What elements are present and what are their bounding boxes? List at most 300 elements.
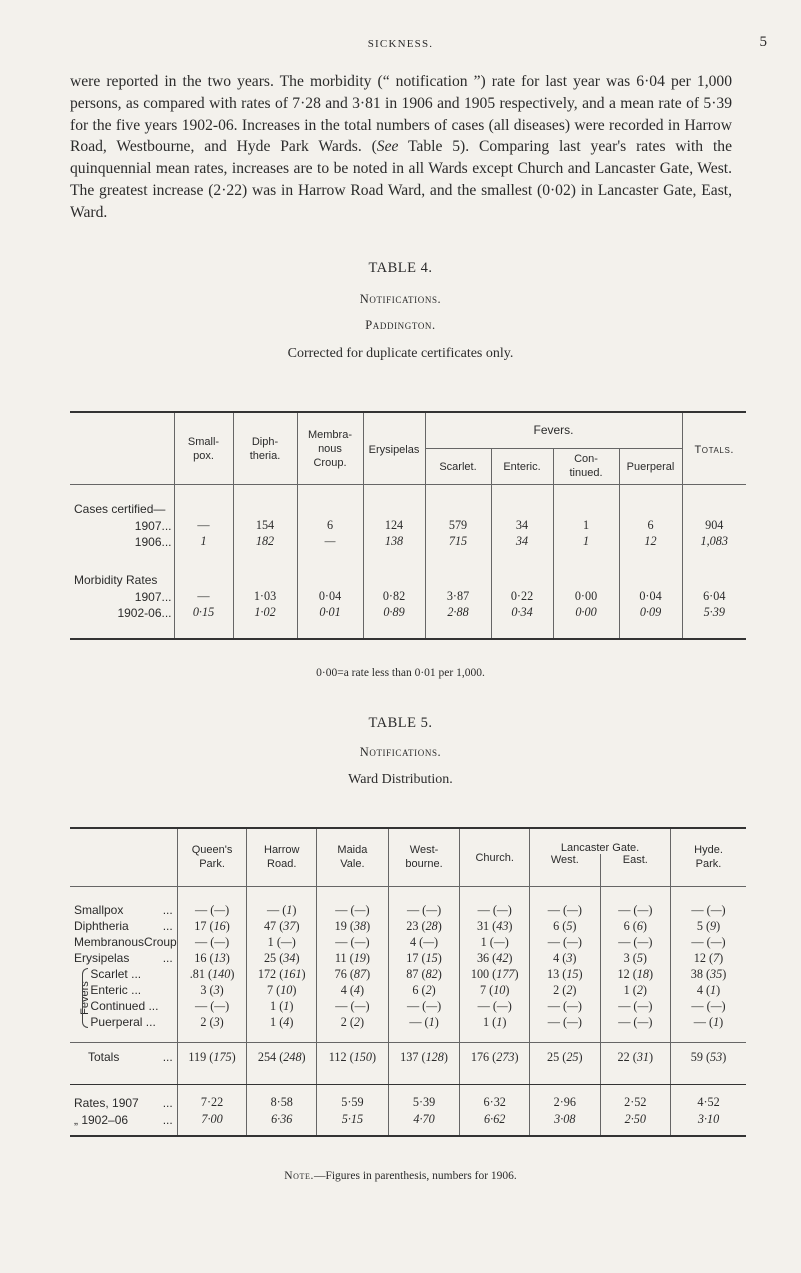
- count-1907: —: [547, 902, 560, 917]
- count-1907: —: [547, 998, 560, 1013]
- t5-cell: 31 (43): [460, 918, 530, 934]
- count-1907: —: [547, 934, 560, 949]
- count-1907: 254: [257, 1049, 277, 1064]
- count-1906: —: [710, 998, 722, 1013]
- table-row: [70, 534, 746, 550]
- count-1906: 37: [283, 918, 296, 933]
- t5-head-west: West.: [550, 854, 579, 867]
- count-1907: 76: [334, 966, 347, 981]
- t5-cell: — (—): [317, 934, 389, 950]
- leader-dots: ...: [162, 1050, 173, 1065]
- t5-head-hyde-park: Hyde. Park.: [671, 828, 746, 886]
- count-1906: 4: [283, 1014, 290, 1029]
- t5-rate-cell: 2·96: [530, 1094, 600, 1111]
- count-1906: 128: [425, 1049, 444, 1064]
- t4-cell: —: [174, 589, 233, 605]
- t5-cell: — (—): [460, 902, 530, 918]
- count-1907: 19: [334, 918, 347, 933]
- body-paragraph: [70, 71, 732, 224]
- t5-rate-cell: 6·32: [460, 1094, 530, 1111]
- count-1907: 2: [553, 982, 560, 997]
- t4-cell: 2·88: [425, 605, 491, 621]
- leader-dots: ...: [127, 967, 142, 981]
- t4-cell: —: [297, 534, 363, 550]
- count-1906: —: [493, 934, 505, 949]
- t5-cell: 1 (4): [247, 1014, 317, 1030]
- table5: [70, 827, 746, 1137]
- count-1907: 22: [617, 1049, 630, 1064]
- count-1907: 12: [617, 966, 630, 981]
- t5-cell: — (1): [388, 1014, 460, 1030]
- t5-cell: 76 (87): [317, 966, 389, 982]
- count-1906: 1: [710, 982, 717, 997]
- count-1907: 47: [263, 918, 277, 933]
- t5-cell: — (—): [600, 934, 670, 950]
- count-1906: 43: [496, 918, 509, 933]
- count-1907: —: [691, 902, 704, 917]
- count-1907: 4: [340, 982, 347, 997]
- count-1906: —: [567, 902, 578, 917]
- table4-footnote: 0·00=a rate less than 0·01 per 1,000.: [316, 667, 485, 679]
- t4-head-smallpox: Small-pox.: [174, 412, 233, 484]
- count-1907: —: [693, 1014, 706, 1029]
- t5-cell: 4 (3): [530, 950, 600, 966]
- table4-subtitle: Notifications.: [359, 292, 442, 306]
- count-1907: —: [194, 998, 208, 1013]
- t4-cell: 1: [174, 534, 233, 550]
- count-1907: 59: [690, 1049, 703, 1064]
- t5-cell: 119 (175): [177, 1042, 247, 1072]
- t5-cell: — (—): [317, 998, 389, 1014]
- count-1907: 16: [194, 950, 207, 965]
- table-row: [70, 966, 746, 982]
- count-1907: .81: [189, 966, 205, 981]
- t5-cell: 2 (3): [177, 1014, 247, 1030]
- count-1907: —: [547, 1014, 560, 1029]
- t4-cell: 3·87: [425, 589, 491, 605]
- count-1906: 87: [353, 966, 367, 981]
- count-1906: —: [354, 998, 366, 1013]
- t5-cell: 16 (13): [177, 950, 247, 966]
- table5-qualifier: Ward Distribution.: [348, 772, 453, 787]
- count-1907: —: [335, 902, 348, 917]
- table-row: [70, 998, 746, 1014]
- count-1906: —: [354, 934, 366, 949]
- t5-cell: 1 (1): [460, 1014, 530, 1030]
- count-1906: —: [496, 998, 508, 1013]
- t5-head-harrow-road: Harrow Road.: [247, 828, 317, 886]
- rates-row: [70, 1111, 746, 1128]
- t5-cell: — (—): [177, 934, 247, 950]
- table5-subtitle: Notifications.: [359, 745, 442, 759]
- t4-cell: 138: [363, 534, 425, 550]
- count-1907: 11: [334, 950, 347, 965]
- table-row: [70, 950, 746, 966]
- t5-cell: — (—): [177, 998, 247, 1014]
- t4-cell: 0·00: [553, 589, 619, 605]
- t5-cell: 47 (37): [247, 918, 317, 934]
- t4-head-scarlet: Scarlet.: [425, 448, 491, 484]
- table-row: [70, 1014, 746, 1030]
- count-1907: —: [618, 902, 631, 917]
- paragraph-run: Table 5). Comparing last year's rates with the quinquennial mean rates, increases are to be noted in all Wards except Church and Lancaster Gate, West. The greatest increase (2·22) was in Harrow Road Ward, and the smallest (0·02) in Lancaster Gate, East, Ward.: [70, 138, 732, 221]
- count-1906: 150: [353, 1049, 372, 1064]
- t5-cell: 254 (248): [247, 1042, 317, 1072]
- t5-cell: — (—): [530, 1014, 600, 1030]
- count-1907: —: [335, 934, 348, 949]
- paragraph-run: See: [376, 138, 399, 156]
- count-1907: 87: [406, 966, 419, 981]
- t5-cell: 4 (1): [671, 982, 746, 998]
- t5-cell: — (—): [600, 902, 670, 918]
- count-1907: —: [406, 902, 420, 917]
- count-1906: —: [214, 902, 226, 917]
- paragraph-run: were reported in the two years. The morbidity (“ notification ”) rate for last year was 6·04 per 1,000 persons, as compared with rates of 7·28 and 3·81 in 1906 and 1905 respectively, and a mean rate of 5·39 for the five years 1902-06. Increases in the total numbers of cases (all diseases) were recorded in Harrow Road, Westbourne, and Hyde Park Wards. (: [70, 73, 732, 156]
- t5-cell: .81 (140): [177, 966, 247, 982]
- count-1906: 2: [636, 982, 643, 997]
- count-1906: 13: [213, 950, 226, 965]
- t5-cell: — (—): [177, 902, 247, 918]
- t4-cell: 0·89: [363, 605, 425, 621]
- t5-row-label: Scarlet: [90, 967, 128, 981]
- count-1906: —: [214, 934, 226, 949]
- count-1906: —: [567, 934, 578, 949]
- t4-cell: 904: [682, 518, 746, 534]
- count-1906: 5: [636, 950, 643, 965]
- t5-cell: 4 (—): [388, 934, 460, 950]
- t4-cell: 1·02: [233, 605, 297, 621]
- count-1906: —: [637, 902, 649, 917]
- t5-row-label: Smallpox: [74, 903, 124, 917]
- count-1907: 6: [412, 982, 419, 997]
- count-1906: 35: [710, 966, 723, 981]
- count-1907: 3: [623, 950, 630, 965]
- count-1906: 34: [283, 950, 296, 965]
- t5-cell: 1 (2): [600, 982, 670, 998]
- count-1906: 6: [636, 918, 643, 933]
- t5-rates-label: „ 1902–06: [74, 1112, 129, 1127]
- t4-cell: 715: [425, 534, 491, 550]
- t5-rate-cell: 3·10: [671, 1111, 746, 1128]
- count-1906: —: [426, 998, 438, 1013]
- t5-cell: 25 (25): [530, 1042, 600, 1072]
- t5-cell: 112 (150): [317, 1042, 389, 1072]
- count-1906: —: [567, 1014, 578, 1029]
- t4-cell: 5·39: [682, 605, 746, 621]
- count-1906: 10: [493, 982, 506, 997]
- count-1906: —: [710, 934, 722, 949]
- t5-cell: 11 (19): [317, 950, 389, 966]
- t5-rate-cell: 5·59: [317, 1094, 389, 1111]
- t4-cell: 6: [619, 518, 682, 534]
- t4-cell: 182: [233, 534, 297, 550]
- t5-cell: 3 (3): [177, 982, 247, 998]
- t5-cell: 59 (53): [671, 1042, 746, 1072]
- count-1906: 10: [280, 982, 293, 997]
- t4-cell: 34: [491, 534, 553, 550]
- t5-cell: — (—): [460, 998, 530, 1014]
- table-row: [70, 605, 746, 621]
- count-1907: 17: [194, 918, 207, 933]
- t5-row-label: Continued: [90, 999, 146, 1013]
- t5-cell: 13 (15): [530, 966, 600, 982]
- count-1907: —: [618, 1014, 631, 1029]
- count-1907: 25: [547, 1049, 560, 1064]
- t4-cell: 0·04: [297, 589, 363, 605]
- count-1907: —: [409, 1014, 422, 1029]
- count-1906: —: [280, 934, 292, 949]
- t5-row-label: Enteric: [90, 983, 128, 997]
- t4-cell: 1·03: [233, 589, 297, 605]
- t4-cell: 0·01: [297, 605, 363, 621]
- count-1906: —: [426, 902, 438, 917]
- count-1906: 7: [713, 950, 720, 965]
- count-1907: 2: [340, 1014, 347, 1029]
- t5-cell: 137 (128): [388, 1042, 460, 1072]
- t5-rate-cell: 7·00: [177, 1111, 247, 1128]
- count-1907: 6: [623, 918, 630, 933]
- count-1906: 3: [213, 1014, 220, 1029]
- count-1907: 1: [270, 1014, 277, 1029]
- t5-cell: 7 (10): [460, 982, 530, 998]
- t5-cell: 6 (5): [530, 918, 600, 934]
- rates-row: [70, 1094, 746, 1111]
- table4: [70, 411, 746, 640]
- count-1907: 6: [553, 918, 560, 933]
- t5-cell: 6 (6): [600, 918, 670, 934]
- count-1906: —: [214, 998, 226, 1013]
- count-1907: 5: [696, 918, 703, 933]
- t4-cell: 1,083: [682, 534, 746, 550]
- count-1906: —: [496, 902, 508, 917]
- t5-cell: 25 (34): [247, 950, 317, 966]
- count-1906: 9: [710, 918, 717, 933]
- t5-row-label: Puerperal: [90, 1015, 143, 1029]
- count-1907: 112: [328, 1049, 347, 1064]
- count-1906: 53: [710, 1049, 723, 1064]
- leader-dots: ...: [162, 1095, 173, 1110]
- count-1907: 1: [483, 1014, 490, 1029]
- t5-cell: 5 (9): [671, 918, 746, 934]
- t5-rate-cell: 6·36: [247, 1111, 317, 1128]
- t5-cell: — (—): [600, 1014, 670, 1030]
- t5-row-label: Diphtheria: [74, 919, 129, 933]
- count-1907: 2: [200, 1014, 207, 1029]
- leader-dots: ...: [145, 999, 159, 1013]
- count-1906: 25: [566, 1049, 579, 1064]
- leader-dots: ...: [162, 919, 173, 933]
- count-1906: 4: [353, 982, 361, 997]
- t5-cell: 12 (18): [600, 966, 670, 982]
- t4-cell: 34: [491, 518, 553, 534]
- t5-head-maida-vale: Maida Vale.: [317, 828, 389, 886]
- count-1907: 1: [270, 998, 277, 1013]
- t5-cell: — (—): [530, 934, 600, 950]
- count-1907: —: [691, 998, 704, 1013]
- count-1906: 2: [353, 1014, 361, 1029]
- t5-cell: — (—): [388, 998, 460, 1014]
- page-header: [0, 30, 801, 50]
- count-1906: 16: [213, 918, 226, 933]
- t5-cell: 1 (1): [247, 998, 317, 1014]
- table4-district: Paddington.: [365, 318, 436, 332]
- t4-row-label: 1907...: [134, 518, 172, 533]
- table-row: [70, 934, 746, 950]
- count-1906: 5: [566, 918, 573, 933]
- t5-cell: 1 (—): [247, 934, 317, 950]
- t5-cell: 12 (7): [671, 950, 746, 966]
- t4-cell: 0·22: [491, 589, 553, 605]
- count-1906: —: [637, 934, 649, 949]
- t4-head-erysipelas: Erysipelas: [363, 412, 425, 484]
- t5-head-westbourne: West-bourne.: [388, 828, 460, 886]
- count-1907: 13: [547, 966, 560, 981]
- t4-cell: 1: [553, 518, 619, 534]
- running-title: SICKNESS.: [367, 38, 434, 50]
- count-1907: —: [618, 998, 631, 1013]
- t5-cell: 2 (2): [317, 1014, 389, 1030]
- t4-row-label: 1906...: [134, 534, 172, 549]
- t4-head-totals: Totals.: [682, 412, 746, 484]
- t4-cell: —: [174, 518, 233, 534]
- t4-head-puerperal: Puerperal: [619, 448, 682, 484]
- t5-cell: 1 (—): [460, 934, 530, 950]
- t5-cell: — (—): [600, 998, 670, 1014]
- t5-row-label: MembranousCroup: [74, 935, 177, 949]
- t5-cell: 19 (38): [317, 918, 389, 934]
- count-1907: 4: [696, 982, 703, 997]
- t5-cell: 6 (2): [388, 982, 460, 998]
- t5-head-queens-park: Queen's Park.: [177, 828, 247, 886]
- leader-dots: ...: [127, 983, 142, 997]
- count-1907: 12: [693, 950, 706, 965]
- count-1906: 273: [496, 1049, 515, 1064]
- t4-cell: 0·09: [619, 605, 682, 621]
- count-1907: 1: [267, 934, 274, 949]
- count-1906: 82: [425, 966, 438, 981]
- t5-cell: — (1): [671, 1014, 746, 1030]
- count-1907: 7: [479, 982, 487, 997]
- count-1907: 4: [553, 950, 560, 965]
- count-1906: —: [354, 902, 366, 917]
- t5-rate-cell: 4·52: [671, 1094, 746, 1111]
- t4-cell: 124: [363, 518, 425, 534]
- count-1907: 172: [257, 966, 277, 981]
- count-1906: —: [637, 998, 649, 1013]
- t5-cell: 36 (42): [460, 950, 530, 966]
- count-1906: 2: [566, 982, 573, 997]
- count-1906: —: [567, 998, 578, 1013]
- t5-cell: 172 (161): [247, 966, 317, 982]
- count-1907: 137: [400, 1049, 419, 1064]
- table5-title: TABLE 5.: [368, 715, 433, 731]
- count-1906: 3: [566, 950, 573, 965]
- count-1906: —: [637, 1014, 649, 1029]
- count-1906: 1: [283, 998, 290, 1013]
- t5-cell: 17 (15): [388, 950, 460, 966]
- t5-cell: 87 (82): [388, 966, 460, 982]
- table-row: [70, 982, 746, 998]
- count-1906: 140: [212, 966, 231, 981]
- t5-head-lancaster-gate: Lancaster Gate. West. East.: [530, 828, 671, 886]
- count-1906: 2: [425, 982, 432, 997]
- count-1906: 19: [353, 950, 366, 965]
- leader-dots: ...: [162, 1112, 173, 1127]
- fevers-brace: [82, 968, 88, 1028]
- t4-row-label: 1907...: [134, 589, 172, 604]
- count-1907: —: [194, 934, 208, 949]
- t5-cell: — (—): [671, 998, 746, 1014]
- count-1907: 17: [406, 950, 419, 965]
- t4-cell: 0·15: [174, 605, 233, 621]
- count-1907: —: [194, 902, 208, 917]
- table4-qualifier: Corrected for duplicate certificates only.: [287, 346, 514, 361]
- count-1906: 1: [428, 1014, 435, 1029]
- t4-cell: 6: [297, 518, 363, 534]
- t5-cell: 22 (31): [600, 1042, 670, 1072]
- count-1907: —: [618, 934, 631, 949]
- count-1907: 31: [476, 918, 490, 933]
- t5-cell: — (1): [247, 902, 317, 918]
- count-1907: 1: [623, 982, 630, 997]
- t4-section-label: Morbidity Rates: [74, 573, 158, 587]
- count-1907: 36: [476, 950, 490, 965]
- fevers-label: Fevers: [78, 981, 91, 1015]
- leader-dots: ...: [142, 1015, 156, 1029]
- count-1906: 18: [636, 966, 649, 981]
- count-1906: —: [423, 934, 435, 949]
- t5-cell: — (—): [530, 902, 600, 918]
- t4-head-continued: Con-tinued.: [553, 448, 619, 484]
- count-1906: 15: [425, 950, 438, 965]
- count-1907: 4: [409, 934, 417, 949]
- t5-cell: 2 (2): [530, 982, 600, 998]
- t4-cell: 1: [553, 534, 619, 550]
- t4-cell: 6·04: [682, 589, 746, 605]
- page-number: 5: [759, 34, 767, 50]
- t5-cell: — (—): [671, 902, 746, 918]
- count-1907: —: [335, 998, 348, 1013]
- count-1906: 248: [283, 1049, 302, 1064]
- t5-cell: 176 (273): [460, 1042, 530, 1072]
- t4-cell: 0·34: [491, 605, 553, 621]
- t5-cell: — (—): [671, 934, 746, 950]
- t4-head-fevers: Fevers.: [425, 412, 682, 448]
- t5-cell: 100 (177): [460, 966, 530, 982]
- count-1907: 7: [267, 982, 274, 997]
- table-row: [70, 902, 746, 918]
- t4-cell: 0·04: [619, 589, 682, 605]
- t5-cell: 38 (35): [671, 966, 746, 982]
- t5-cell: 17 (16): [177, 918, 247, 934]
- t5-cell: 7 (10): [247, 982, 317, 998]
- t4-cell: 0·82: [363, 589, 425, 605]
- t4-row-label: 1902-06...: [117, 605, 172, 620]
- t5-rate-cell: 4·70: [388, 1111, 460, 1128]
- t4-cell: 0·00: [553, 605, 619, 621]
- count-1907: 25: [263, 950, 277, 965]
- t5-cell: 3 (5): [600, 950, 670, 966]
- count-1906: 3: [213, 982, 220, 997]
- count-1907: 100: [470, 966, 490, 981]
- totals-row: [70, 1042, 746, 1072]
- t5-rate-cell: 2·52: [600, 1094, 670, 1111]
- table-row: [70, 918, 746, 934]
- t5-rate-cell: 3·08: [530, 1111, 600, 1128]
- count-1907: 1: [480, 934, 487, 949]
- table4-title: TABLE 4.: [368, 260, 433, 276]
- t4-cell: 12: [619, 534, 682, 550]
